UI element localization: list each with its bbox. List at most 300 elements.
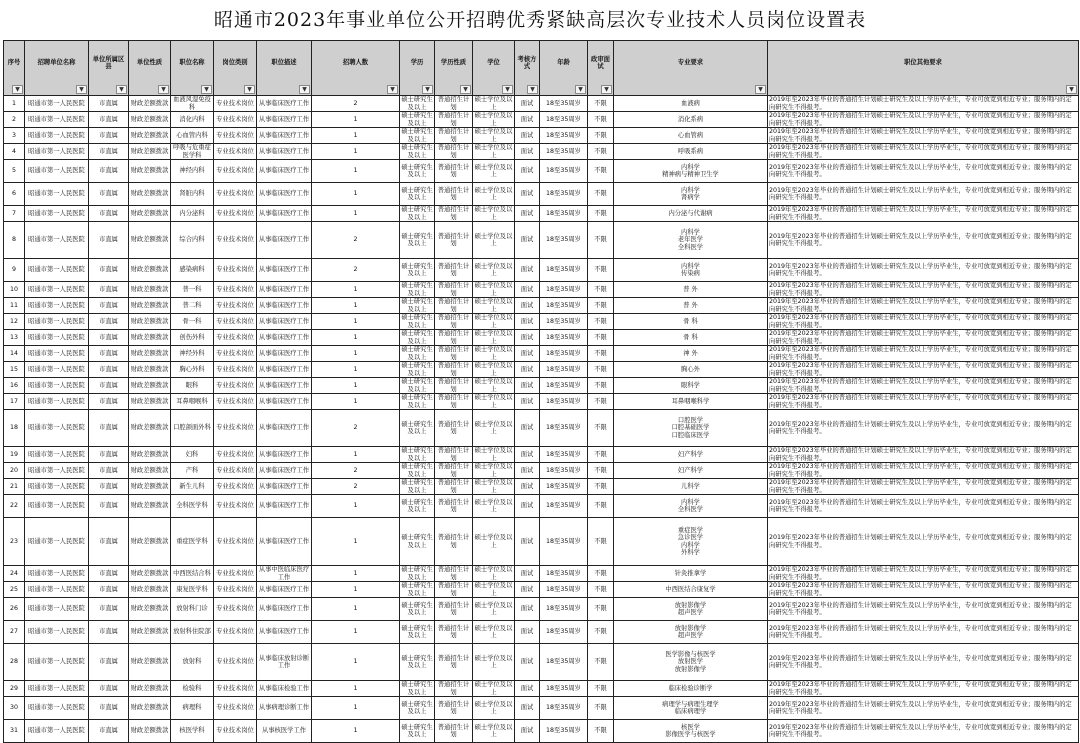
- unit-cell: 昭通市第一人民医院: [25, 598, 89, 621]
- education-type-cell: 普通招生计划: [435, 566, 473, 582]
- education-type-cell: 普通招生计划: [435, 644, 473, 681]
- unit-cell: 昭通市第一人民医院: [25, 298, 89, 314]
- table-row: [4, 681, 1079, 697]
- major-cell: 心血管病: [614, 128, 768, 144]
- exam-method-cell: 面试: [515, 394, 540, 410]
- unit-cell: 昭通市第一人民医院: [25, 378, 89, 394]
- category-cell: 专业技术岗位: [214, 720, 257, 743]
- education-cell: 硕士研究生及以上: [401, 144, 433, 159]
- exam-method-cell: 面试: [515, 598, 540, 621]
- nature-cell: 财政差额拨款: [129, 259, 171, 282]
- count-cell: 2: [312, 479, 400, 495]
- table-row: [4, 330, 1079, 346]
- exam-method-cell: 面试: [515, 518, 540, 566]
- education-cell: 硕士研究生及以上: [401, 447, 433, 462]
- major-cell: 病理学与病理生理学 临床病理学: [614, 697, 768, 720]
- header-label: 单位所属区县: [92, 55, 125, 70]
- nature-cell: 财政差额拨款: [129, 447, 171, 463]
- seq-cell: 13: [4, 330, 25, 346]
- unit-cell: 昭通市第一人民医院: [25, 582, 89, 598]
- exam-method-cell: 面试: [515, 447, 540, 463]
- seq-cell: 12: [4, 314, 25, 330]
- nature-cell: 财政差额拨款: [129, 183, 171, 206]
- category-cell: 专业技术岗位: [214, 183, 257, 206]
- other-requirements-cell: 2019年至2023年毕业的普通招生计划硕士研究生及以上学历毕业生，专业可放宽到相近专业；服务期内的定向研究生不得报考。: [768, 160, 1079, 183]
- exam-method-cell: 面试: [515, 582, 540, 598]
- education-type-cell: 普通招生计划: [435, 183, 473, 206]
- nature-cell: 财政差额拨款: [129, 463, 171, 479]
- major-cell: 普 外: [614, 282, 768, 298]
- description-cell: 从事核医学工作: [257, 720, 312, 743]
- unit-cell: 昭通市第一人民医院: [25, 112, 89, 128]
- position-cell: 检验科: [171, 681, 214, 697]
- education-cell: 硕士研究生及以上: [400, 644, 435, 681]
- other-requirements-cell: 2019年至2023年毕业的普通招生计划硕士研究生及以上学历毕业生，专业可放宽到相近专业；服务期内的定向研究生不得报考。: [768, 720, 1079, 743]
- filter-dropdown-icon[interactable]: ▼: [755, 85, 766, 94]
- header-cell: [214, 41, 257, 96]
- age-cell: 18至35周岁: [540, 314, 588, 330]
- exam-method-cell: 面试: [515, 479, 540, 495]
- exam-method-cell: 面试: [515, 495, 540, 518]
- category-cell: 专业技术岗位: [214, 330, 257, 346]
- category-cell: 专业技术岗位: [214, 518, 257, 566]
- major-cell: 内科学 传染病: [614, 259, 768, 282]
- filter-dropdown-icon[interactable]: ▼: [201, 85, 212, 94]
- exam-method-cell: 面试: [515, 644, 540, 681]
- exam-method-cell: 面试: [515, 681, 540, 697]
- position-cell: 血液风湿免疫科: [171, 96, 214, 112]
- seq-cell: 9: [4, 259, 25, 282]
- nature-cell: 财政差额拨款: [129, 720, 171, 743]
- seq-cell: 15: [4, 362, 25, 378]
- filter-dropdown-icon[interactable]: ▼: [527, 85, 538, 94]
- exam-method-cell: 面试: [515, 144, 540, 160]
- major-cell: 内科学 精神病与精神卫生学: [614, 160, 768, 183]
- education-type-cell: 普通招生计划: [435, 330, 473, 346]
- header-cell: [257, 41, 312, 96]
- filter-dropdown-icon[interactable]: ▼: [460, 85, 471, 94]
- position-cell: 产科: [171, 463, 214, 479]
- position-cell: 普一科: [171, 282, 214, 298]
- count-cell: 1: [312, 362, 400, 378]
- education-cell: 硕士研究生及以上: [400, 697, 435, 720]
- header-cell: [25, 41, 89, 96]
- education-cell: 硕士研究生及以上: [401, 582, 433, 597]
- district-cell: 市直属: [89, 346, 129, 362]
- exam-method-cell: 面试: [515, 410, 540, 447]
- position-cell: 中西医结合科: [171, 566, 214, 582]
- description-cell: 从事临床检验工作: [257, 681, 312, 697]
- degree-cell: 硕士学位及以上: [473, 362, 515, 378]
- unit-cell: 昭通市第一人民医院: [25, 447, 89, 463]
- count-cell: 1: [312, 314, 400, 330]
- header-label: 学位: [487, 59, 500, 67]
- other-requirements-cell: 2019年至2023年毕业的普通招生计划硕士研究生及以上学历毕业生，专业可放宽到相近专业；服务期内的定向研究生不得报考。: [768, 394, 1079, 410]
- table-row: [4, 160, 1079, 183]
- filter-dropdown-icon[interactable]: ▼: [12, 85, 23, 94]
- major-cell: 重症医学 急诊医学 内科学 外科学: [614, 518, 768, 566]
- political-review-cell: 不限: [588, 362, 614, 378]
- unit-cell: 昭通市第一人民医院: [25, 330, 89, 346]
- education-cell: 硕士研究生及以上: [401, 206, 433, 221]
- other-requirements-cell: 2019年至2023年毕业的普通招生计划硕士研究生及以上学历毕业生，专业可放宽到相近专业；服务期内的定向研究生不得报考。: [768, 314, 1079, 330]
- other-requirements-cell: 2019年至2023年毕业的普通招生计划硕士研究生及以上学历毕业生，专业可放宽到相近专业；服务期内的定向研究生不得报考。: [768, 518, 1079, 566]
- position-cell: 综合内科: [171, 222, 214, 259]
- table-row: [4, 518, 1079, 566]
- filter-dropdown-icon[interactable]: ▼: [502, 85, 513, 94]
- nature-cell: 财政差额拨款: [129, 128, 171, 144]
- district-cell: 市直属: [89, 222, 129, 259]
- header-cell: [89, 41, 129, 96]
- description-cell: 从事临床医疗工作: [257, 495, 312, 518]
- count-cell: 1: [312, 621, 400, 644]
- header-cell: [171, 41, 214, 96]
- exam-method-cell: 面试: [515, 697, 540, 720]
- header-label: 招聘单位名称: [37, 59, 76, 67]
- description-cell: 从事临床医疗工作: [257, 282, 312, 298]
- count-cell: 1: [312, 697, 400, 720]
- unit-cell: 昭通市第一人民医院: [25, 96, 89, 112]
- political-review-cell: 不限: [588, 314, 614, 330]
- seq-cell: 11: [4, 298, 25, 314]
- table-row: [4, 720, 1079, 743]
- other-requirements-cell: 2019年至2023年毕业的普通招生计划硕士研究生及以上学历毕业生，专业可放宽到相近专业；服务期内的定向研究生不得报考。: [768, 128, 1079, 144]
- education-cell: 硕士研究生及以上: [401, 681, 433, 696]
- other-requirements-cell: 2019年至2023年毕业的普通招生计划硕士研究生及以上学历毕业生，专业可放宽到相近专业；服务期内的定向研究生不得报考。: [768, 346, 1079, 362]
- political-review-cell: 不限: [588, 282, 614, 298]
- degree-cell: 硕士学位及以上: [473, 410, 515, 447]
- description-cell: 从事临床医疗工作: [257, 160, 312, 183]
- exam-method-cell: 面试: [515, 720, 540, 743]
- header-cell: [540, 41, 588, 96]
- description-cell: 从事临床医疗工作: [257, 183, 312, 206]
- age-cell: 18至35周岁: [540, 378, 588, 394]
- header-label: 职位名称: [179, 59, 205, 67]
- education-type-cell: 普通招生计划: [435, 362, 473, 378]
- count-cell: 2: [312, 222, 400, 259]
- count-cell: 1: [312, 112, 400, 128]
- other-requirements-cell: 2019年至2023年毕业的普通招生计划硕士研究生及以上学历毕业生，专业可放宽到相近专业；服务期内的定向研究生不得报考。: [768, 463, 1079, 479]
- education-type-cell: 普通招生计划: [435, 96, 473, 112]
- nature-cell: 财政差额拨款: [129, 681, 171, 697]
- district-cell: 市直属: [89, 518, 129, 566]
- count-cell: 1: [312, 644, 400, 681]
- description-cell: 从事临床医疗工作: [257, 259, 312, 282]
- political-review-cell: 不限: [588, 479, 614, 495]
- age-cell: 18至35周岁: [540, 160, 588, 183]
- description-cell: 从事临床医疗工作: [257, 128, 312, 144]
- degree-cell: 硕士学位及以上: [473, 463, 515, 479]
- header-label: 职位其他要求: [904, 59, 942, 67]
- count-cell: 2: [312, 463, 400, 479]
- major-cell: 儿科学: [614, 479, 768, 495]
- description-cell: 从事临床医疗工作: [257, 314, 312, 330]
- nature-cell: 财政差额拨款: [129, 518, 171, 566]
- political-review-cell: 不限: [588, 681, 614, 697]
- district-cell: 市直属: [89, 282, 129, 298]
- header-cell: [614, 41, 768, 96]
- exam-method-cell: 面试: [515, 112, 540, 128]
- political-review-cell: 不限: [588, 697, 614, 720]
- district-cell: 市直属: [89, 128, 129, 144]
- education-type-cell: 普通招生计划: [435, 298, 473, 314]
- filter-dropdown-icon[interactable]: ▼: [575, 85, 586, 94]
- major-cell: 呼吸系病: [614, 144, 768, 160]
- category-cell: 专业技术岗位: [214, 282, 257, 298]
- filter-dropdown-icon[interactable]: ▼: [158, 85, 169, 94]
- degree-cell: 硕士学位及以上: [473, 495, 515, 518]
- category-cell: 专业技术岗位: [214, 112, 257, 128]
- category-cell: 专业技术岗位: [214, 394, 257, 410]
- header-label: 序号: [7, 59, 21, 67]
- description-cell: 从事临床医疗工作: [257, 598, 312, 621]
- district-cell: 市直属: [89, 697, 129, 720]
- seq-cell: 5: [4, 160, 25, 183]
- district-cell: 市直属: [89, 495, 129, 518]
- description-cell: 从事临床医疗工作: [257, 346, 312, 362]
- other-requirements-cell: 2019年至2023年毕业的普通招生计划硕士研究生及以上学历毕业生，专业可放宽到相近专业；服务期内的定向研究生不得报考。: [768, 183, 1079, 206]
- seq-cell: 1: [4, 96, 25, 112]
- district-cell: 市直属: [89, 394, 129, 410]
- age-cell: 18至35周岁: [540, 644, 588, 681]
- education-type-cell: 普通招生计划: [435, 314, 473, 330]
- filter-dropdown-icon[interactable]: ▼: [387, 85, 398, 94]
- age-cell: 18至35周岁: [540, 128, 588, 144]
- other-requirements-cell: 2019年至2023年毕业的普通招生计划硕士研究生及以上学历毕业生，专业可放宽到相近专业；服务期内的定向研究生不得报考。: [768, 298, 1079, 314]
- education-cell: 硕士研究生及以上: [401, 330, 433, 345]
- unit-cell: 昭通市第一人民医院: [25, 282, 89, 298]
- seq-cell: 30: [4, 697, 25, 720]
- education-type-cell: 普通招生计划: [435, 282, 473, 298]
- position-cell: 消化内科: [171, 112, 214, 128]
- unit-cell: 昭通市第一人民医院: [25, 128, 89, 144]
- exam-method-cell: 面试: [515, 96, 540, 112]
- header-label: 考核方式: [517, 55, 537, 70]
- count-cell: 1: [312, 298, 400, 314]
- exam-method-cell: 面试: [515, 183, 540, 206]
- count-cell: 1: [312, 582, 400, 598]
- seq-cell: 2: [4, 112, 25, 128]
- seq-cell: 24: [4, 566, 25, 582]
- major-cell: 耳鼻咽喉科学: [614, 394, 768, 410]
- age-cell: 18至35周岁: [540, 566, 588, 582]
- nature-cell: 财政差额拨款: [129, 495, 171, 518]
- count-cell: 2: [312, 259, 400, 282]
- count-cell: 1: [312, 346, 400, 362]
- age-cell: 18至35周岁: [540, 463, 588, 479]
- nature-cell: 财政差额拨款: [129, 644, 171, 681]
- filter-dropdown-icon[interactable]: ▼: [422, 85, 433, 94]
- filter-dropdown-icon[interactable]: ▼: [116, 85, 127, 94]
- major-cell: 临床检验诊断学: [614, 681, 768, 697]
- education-cell: 硕士研究生及以上: [401, 314, 433, 329]
- table-body: [4, 96, 1079, 743]
- description-cell: 从事临床放射诊断工作: [257, 644, 312, 681]
- district-cell: 市直属: [89, 112, 129, 128]
- age-cell: 18至35周岁: [540, 598, 588, 621]
- political-review-cell: 不限: [588, 463, 614, 479]
- header-cell: [400, 41, 435, 96]
- district-cell: 市直属: [89, 463, 129, 479]
- age-cell: 18至35周岁: [540, 298, 588, 314]
- count-cell: 2: [312, 410, 400, 447]
- major-cell: 普 外: [614, 298, 768, 314]
- unit-cell: 昭通市第一人民医院: [25, 346, 89, 362]
- political-review-cell: 不限: [588, 598, 614, 621]
- filter-dropdown-icon[interactable]: ▼: [244, 85, 255, 94]
- header-cell: [4, 41, 25, 96]
- exam-method-cell: 面试: [515, 222, 540, 259]
- header-cell: [768, 41, 1079, 96]
- exam-method-cell: 面试: [515, 206, 540, 222]
- political-review-cell: 不限: [588, 518, 614, 566]
- degree-cell: 硕士学位及以上: [473, 346, 515, 362]
- description-cell: 从事临床医疗工作: [257, 463, 312, 479]
- nature-cell: 财政差额拨款: [129, 378, 171, 394]
- age-cell: 18至35周岁: [540, 183, 588, 206]
- district-cell: 市直属: [89, 160, 129, 183]
- filter-dropdown-icon[interactable]: ▼: [601, 85, 612, 94]
- seq-cell: 3: [4, 128, 25, 144]
- description-cell: 从事中医临床医疗工作: [257, 566, 312, 582]
- unit-cell: 昭通市第一人民医院: [25, 259, 89, 282]
- education-type-cell: 普通招生计划: [435, 463, 473, 479]
- nature-cell: 财政差额拨款: [129, 282, 171, 298]
- category-cell: 专业技术岗位: [214, 681, 257, 697]
- position-cell: 新生儿科: [171, 479, 214, 495]
- seq-cell: 28: [4, 644, 25, 681]
- unit-cell: 昭通市第一人民医院: [25, 479, 89, 495]
- category-cell: 专业技术岗位: [214, 598, 257, 621]
- position-cell: 神经外科: [171, 346, 214, 362]
- description-cell: 从事临床医疗工作: [257, 112, 312, 128]
- education-type-cell: 普通招生计划: [435, 394, 473, 410]
- seq-cell: 23: [4, 518, 25, 566]
- unit-cell: 昭通市第一人民医院: [25, 495, 89, 518]
- degree-cell: 硕士学位及以上: [473, 206, 515, 222]
- degree-cell: 硕士学位及以上: [473, 644, 515, 681]
- age-cell: 18至35周岁: [540, 394, 588, 410]
- district-cell: 市直属: [89, 598, 129, 621]
- education-type-cell: 普通招生计划: [435, 720, 473, 743]
- education-type-cell: 普通招生计划: [435, 681, 473, 697]
- education-cell: 硕士研究生及以上: [401, 298, 433, 313]
- nature-cell: 财政差额拨款: [129, 206, 171, 222]
- major-cell: 针灸推拿学: [614, 566, 768, 582]
- degree-cell: 硕士学位及以上: [473, 697, 515, 720]
- nature-cell: 财政差额拨款: [129, 346, 171, 362]
- unit-cell: 昭通市第一人民医院: [25, 160, 89, 183]
- position-cell: 放射科住院部: [171, 621, 214, 644]
- count-cell: 1: [312, 447, 400, 463]
- nature-cell: 财政差额拨款: [129, 222, 171, 259]
- seq-cell: 20: [4, 463, 25, 479]
- table-row: [4, 495, 1079, 518]
- degree-cell: 硕士学位及以上: [473, 96, 515, 112]
- seq-cell: 31: [4, 720, 25, 743]
- category-cell: 专业技术岗位: [214, 298, 257, 314]
- unit-cell: 昭通市第一人民医院: [25, 566, 89, 582]
- exam-method-cell: 面试: [515, 330, 540, 346]
- degree-cell: 硕士学位及以上: [473, 621, 515, 644]
- exam-method-cell: 面试: [515, 566, 540, 582]
- position-cell: 病理科: [171, 697, 214, 720]
- district-cell: 市直属: [89, 582, 129, 598]
- unit-cell: 昭通市第一人民医院: [25, 410, 89, 447]
- filter-dropdown-icon[interactable]: ▼: [76, 85, 87, 94]
- district-cell: 市直属: [89, 410, 129, 447]
- filter-dropdown-icon[interactable]: ▼: [1066, 85, 1077, 94]
- degree-cell: 硕士学位及以上: [473, 222, 515, 259]
- age-cell: 18至35周岁: [540, 206, 588, 222]
- description-cell: 从事临床医疗工作: [257, 362, 312, 378]
- political-review-cell: 不限: [588, 447, 614, 463]
- table-row: [4, 346, 1079, 362]
- education-cell: 硕士研究生及以上: [401, 282, 433, 297]
- degree-cell: 硕士学位及以上: [473, 681, 515, 697]
- nature-cell: 财政差额拨款: [129, 598, 171, 621]
- major-cell: 内科学 肾病学: [614, 183, 768, 206]
- category-cell: 专业技术岗位: [214, 697, 257, 720]
- other-requirements-cell: 2019年至2023年毕业的普通招生计划硕士研究生及以上学历毕业生，专业可放宽到相近专业；服务期内的定向研究生不得报考。: [768, 362, 1079, 378]
- exam-method-cell: 面试: [515, 463, 540, 479]
- table-row: [4, 183, 1079, 206]
- table-row: [4, 206, 1079, 222]
- description-cell: 从事临床医疗工作: [257, 479, 312, 495]
- exam-method-cell: 面试: [515, 298, 540, 314]
- seq-cell: 21: [4, 479, 25, 495]
- description-cell: 从事病理诊断工作: [257, 697, 312, 720]
- major-cell: 核医学 影像医学与核医学: [614, 720, 768, 743]
- nature-cell: 财政差额拨款: [129, 298, 171, 314]
- table-row: [4, 644, 1079, 681]
- position-cell: 放射科: [171, 644, 214, 681]
- table-row: [4, 378, 1079, 394]
- table-row: [4, 447, 1079, 463]
- unit-cell: 昭通市第一人民医院: [25, 463, 89, 479]
- seq-cell: 25: [4, 582, 25, 598]
- seq-cell: 10: [4, 282, 25, 298]
- political-review-cell: 不限: [588, 495, 614, 518]
- education-type-cell: 普通招生计划: [435, 160, 473, 183]
- seq-cell: 27: [4, 621, 25, 644]
- table-row: [4, 566, 1079, 582]
- education-type-cell: 普通招生计划: [435, 346, 473, 362]
- district-cell: 市直属: [89, 298, 129, 314]
- category-cell: 专业技术岗位: [214, 447, 257, 463]
- education-cell: 硕士研究生及以上: [400, 222, 435, 259]
- position-cell: 重症医学科: [171, 518, 214, 566]
- education-cell: 硕士研究生及以上: [401, 362, 433, 377]
- table-row: [4, 598, 1079, 621]
- degree-cell: 硕士学位及以上: [473, 298, 515, 314]
- filter-dropdown-icon[interactable]: ▼: [299, 85, 310, 94]
- nature-cell: 财政差额拨款: [129, 112, 171, 128]
- count-cell: 1: [312, 566, 400, 582]
- seq-cell: 16: [4, 378, 25, 394]
- position-cell: 胸心外科: [171, 362, 214, 378]
- seq-cell: 29: [4, 681, 25, 697]
- political-review-cell: 不限: [588, 298, 614, 314]
- page-title: 昭通市2023年事业单位公开招聘优秀紧缺高层次专业技术人员岗位设置表: [213, 9, 867, 31]
- header-cell: [435, 41, 473, 96]
- count-cell: 1: [312, 330, 400, 346]
- political-review-cell: 不限: [588, 96, 614, 112]
- other-requirements-cell: 2019年至2023年毕业的普通招生计划硕士研究生及以上学历毕业生，专业可放宽到相近专业；服务期内的定向研究生不得报考。: [768, 681, 1079, 697]
- count-cell: 1: [312, 282, 400, 298]
- major-cell: 眼科学: [614, 378, 768, 394]
- seq-cell: 4: [4, 144, 25, 160]
